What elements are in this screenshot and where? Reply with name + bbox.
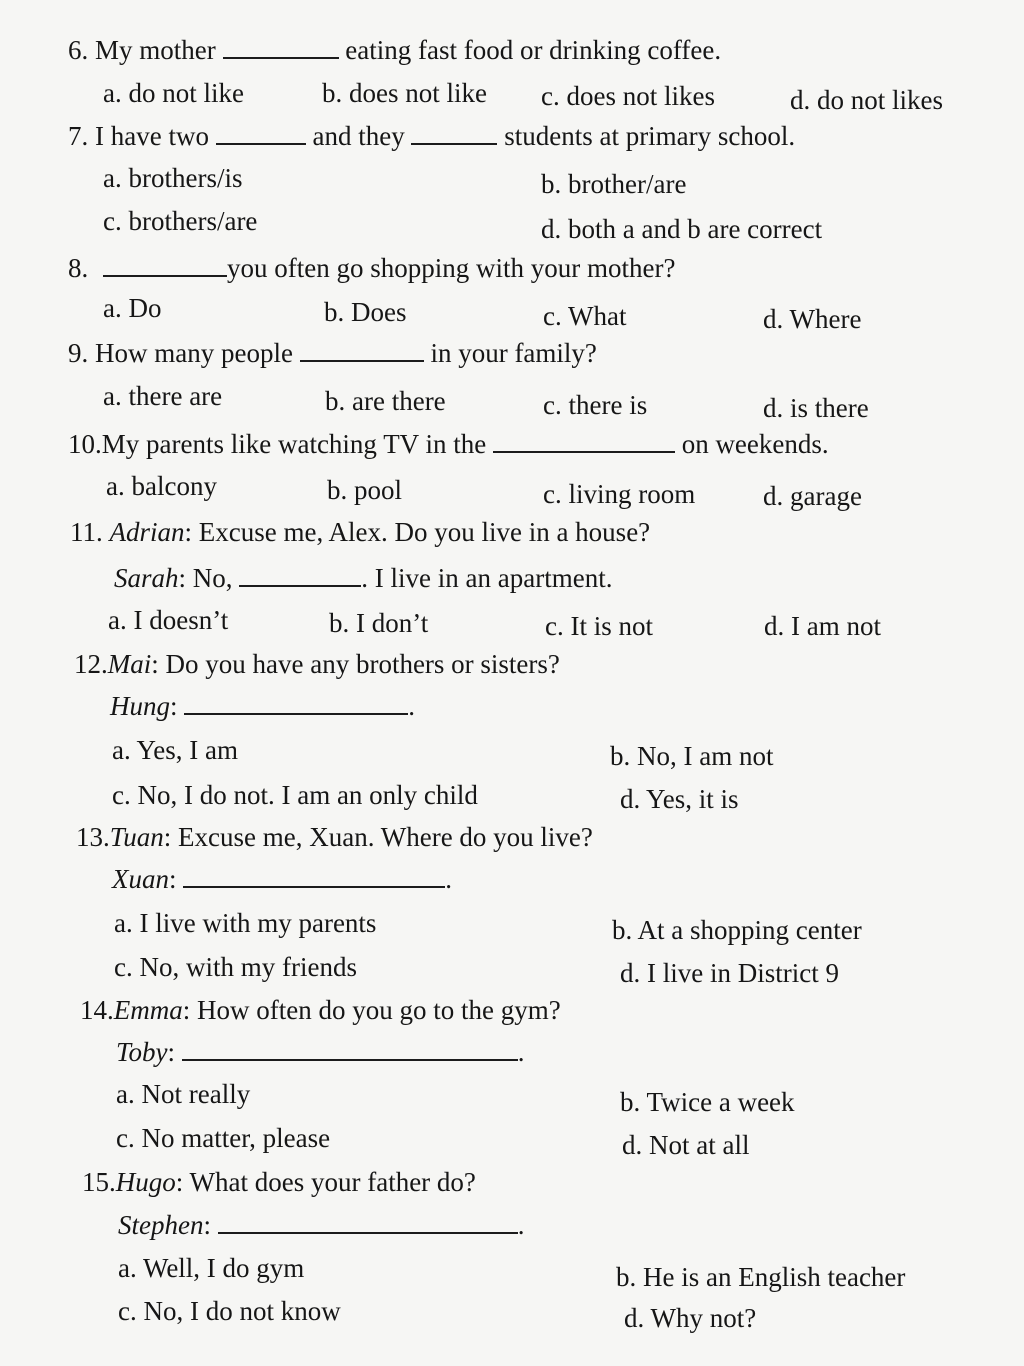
option-14b[interactable]: b. Twice a week <box>620 1087 795 1117</box>
option-15c[interactable]: c. No, I do not know <box>118 1296 341 1326</box>
speaker-name: Mai <box>107 649 152 679</box>
option-6b[interactable]: b. does not like <box>322 78 487 108</box>
option-6a[interactable]: a. do not like <box>103 78 244 108</box>
option-14d[interactable]: d. Not at all <box>622 1130 750 1160</box>
question-14-line1: 14.Emma: How often do you go to the gym? <box>80 995 561 1025</box>
speaker-name: Emma <box>113 995 183 1025</box>
answer-blank[interactable] <box>493 429 675 453</box>
question-15-line2: Stephen: . <box>118 1210 525 1240</box>
option-12d[interactable]: d. Yes, it is <box>620 784 739 814</box>
option-9a[interactable]: a. there are <box>103 381 223 411</box>
speaker-name: Hugo <box>115 1167 176 1197</box>
speaker-name: Hung <box>110 691 170 721</box>
speaker-name: Tuan <box>109 822 164 852</box>
question-7-stem: 7. I have two and they students at primary school. <box>68 121 796 151</box>
option-8a[interactable]: a. Do <box>103 293 162 323</box>
option-14c[interactable]: c. No matter, please <box>116 1123 331 1153</box>
option-10a[interactable]: a. balcony <box>106 471 217 501</box>
option-9b[interactable]: b. are there <box>325 386 446 416</box>
question-11-line2: Sarah: No, . I live in an apartment. <box>114 563 613 593</box>
option-15a[interactable]: a. Well, I do gym <box>118 1253 305 1283</box>
option-15d[interactable]: d. Why not? <box>624 1303 757 1333</box>
option-12c[interactable]: c. No, I do not. I am an only child <box>112 780 478 810</box>
question-13-line2: Xuan: . <box>112 864 453 894</box>
question-10-stem: 10.My parents like watching TV in the on weekends. <box>68 429 829 459</box>
answer-blank[interactable] <box>183 864 445 888</box>
speaker-name: Xuan <box>112 864 169 894</box>
answer-blank[interactable] <box>216 121 306 145</box>
question-12-line2: Hung: . <box>110 691 416 721</box>
question-14-line2: Toby: . <box>116 1037 525 1067</box>
option-11d[interactable]: d. I am not <box>764 611 881 641</box>
speaker-name: Toby <box>116 1037 168 1067</box>
answer-blank[interactable] <box>103 253 227 277</box>
option-12b[interactable]: b. No, I am not <box>610 741 774 771</box>
option-11a[interactable]: a. I doesn’t <box>108 605 229 635</box>
option-8d[interactable]: d. Where <box>763 304 862 334</box>
option-14a[interactable]: a. Not really <box>116 1079 251 1109</box>
option-13c[interactable]: c. No, with my friends <box>114 952 357 982</box>
answer-blank[interactable] <box>239 563 361 587</box>
answer-blank[interactable] <box>411 121 497 145</box>
question-9-stem: 9. How many people in your family? <box>68 338 597 368</box>
option-7a[interactable]: a. brothers/is <box>103 163 243 193</box>
option-8c[interactable]: c. What <box>543 301 627 331</box>
question-15-line1: 15.Hugo: What does your father do? <box>82 1167 476 1197</box>
speaker-name: Sarah <box>114 563 179 593</box>
option-13a[interactable]: a. I live with my parents <box>114 908 377 938</box>
option-9d[interactable]: d. is there <box>763 393 869 423</box>
option-7b[interactable]: b. brother/are <box>541 169 687 199</box>
answer-blank[interactable] <box>182 1037 518 1061</box>
question-8-stem: 8. you often go shopping with your mother? <box>68 253 676 283</box>
speaker-name: Adrian <box>109 517 185 547</box>
option-6c[interactable]: c. does not likes <box>541 81 715 111</box>
option-11b[interactable]: b. I don’t <box>329 608 429 638</box>
option-11c[interactable]: c. It is not <box>545 611 653 641</box>
question-12-line1: 12.Mai: Do you have any brothers or sisters? <box>74 649 560 679</box>
option-7d[interactable]: d. both a and b are correct <box>541 214 823 244</box>
option-8b[interactable]: b. Does <box>324 297 407 327</box>
option-12a[interactable]: a. Yes, I am <box>112 735 238 765</box>
question-13-line1: 13.Tuan: Excuse me, Xuan. Where do you live? <box>76 822 593 852</box>
answer-blank[interactable] <box>300 338 424 362</box>
question-11-line1: 11. Adrian: Excuse me, Alex. Do you live in a house? <box>70 517 651 547</box>
question-6-stem: 6. My mother eating fast food or drinking coffee. <box>68 35 722 65</box>
option-6d[interactable]: d. do not likes <box>790 85 943 115</box>
option-10c[interactable]: c. living room <box>543 479 696 509</box>
option-15b[interactable]: b. He is an English teacher <box>616 1262 906 1292</box>
option-13b[interactable]: b. At a shopping center <box>612 915 862 945</box>
answer-blank[interactable] <box>223 35 339 59</box>
option-13d[interactable]: d. I live in District 9 <box>620 958 839 988</box>
answer-blank[interactable] <box>184 691 408 715</box>
answer-blank[interactable] <box>218 1210 518 1234</box>
option-10b[interactable]: b. pool <box>327 475 403 505</box>
option-7c[interactable]: c. brothers/are <box>103 206 258 236</box>
speaker-name: Stephen <box>118 1210 204 1240</box>
option-9c[interactable]: c. there is <box>543 390 648 420</box>
option-10d[interactable]: d. garage <box>763 481 862 511</box>
